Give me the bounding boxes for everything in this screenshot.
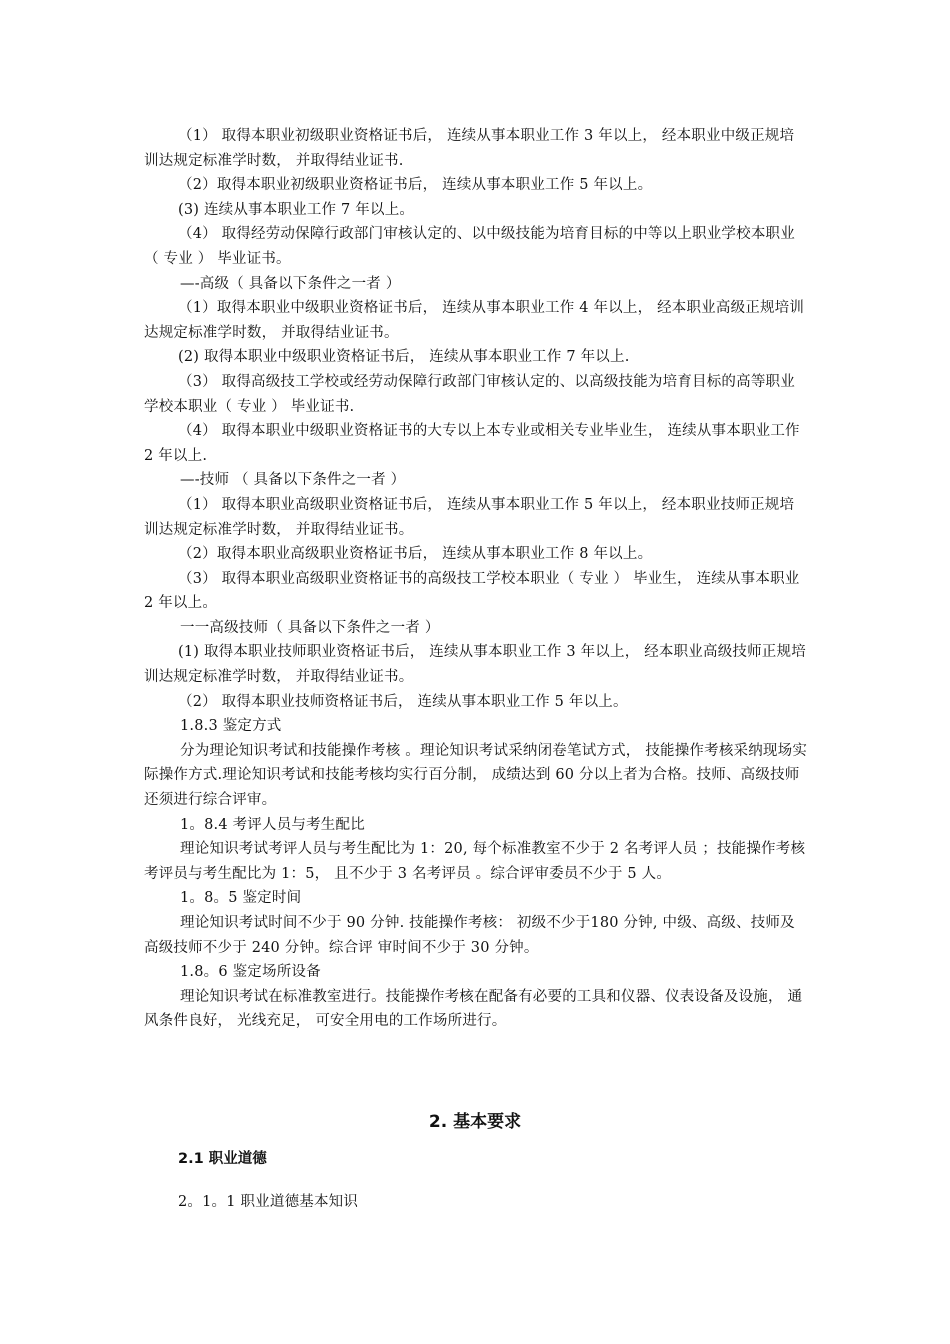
paragraph: （4） 取得本职业中级职业资格证书的大专以上本专业或相关专业毕业生， 连续从事本职业工作 2 年以上.: [144, 423, 805, 464]
paragraph: （2）取得本职业高级职业资格证书后， 连续从事本职业工作 8 年以上。: [178, 546, 653, 563]
paragraph: —-高级（ 具备以下条件之一者 ）: [180, 275, 401, 292]
paragraph: （3） 取得本职业高级职业资格证书的高级技工学校本职业（ 专业 ） 毕业生， 连续从事本职业 2 年以上。: [144, 570, 805, 612]
paragraph: 一一高级技师（ 具备以下条件之一者 ）: [180, 619, 440, 636]
paragraph: 1.8.3 鉴定方式: [180, 718, 282, 735]
paragraph: 理论知识考试在标准教室进行。技能操作考核在配备有必要的工具和仪器、仪表设备及设施， 通风条件良好， 光线充足， 可安全用电的工作场所进行。: [144, 988, 803, 1030]
paragraph: (1) 取得本职业技师职业资格证书后， 连续从事本职业工作 3 年以上， 经本职业高级技师正规培训达规定标准学时数， 并取得结业证书。: [144, 644, 806, 686]
paragraph: (3) 连续从事本职业工作 7 年以上。: [178, 201, 415, 218]
subsubsection-heading: 2。1。1 职业道德基本知识: [178, 1194, 359, 1210]
paragraph: （3） 取得高级技工学校或经劳动保障行政部门审核认定的、以高级技能为培育目标的高等职业学校本职业（ 专业 ） 毕业证书.: [144, 373, 795, 415]
paragraph: （1） 取得本职业高级职业资格证书后， 连续从事本职业工作 5 年以上， 经本职业技师正规培训达规定标准学时数， 并取得结业证书。: [144, 496, 795, 538]
section-heading: 2. 基本要求: [428, 1112, 522, 1132]
paragraph: 1.8。6 鉴定场所设备: [180, 964, 321, 981]
body-text: [144, 124, 808, 1034]
paragraph: （4） 取得经劳动保障行政部门审核认定的、以中级技能为培育目标的中等以上职业学校本职业 （ 专业 ） 毕业证书。: [144, 226, 800, 267]
paragraph: （2） 取得本职业技师资格证书后， 连续从事本职业工作 5 年以上。: [178, 693, 628, 710]
subsection-heading: 2.1 职业道德: [178, 1151, 267, 1167]
paragraph: (2) 取得本职业中级职业资格证书后， 连续从事本职业工作 7 年以上.: [178, 349, 630, 366]
paragraph: —-技师 （ 具备以下条件之一者 ）: [180, 472, 406, 489]
paragraph: （2）取得本职业初级职业资格证书后， 连续从事本职业工作 5 年以上。: [178, 177, 653, 194]
paragraph: 1。8.4 考评人员与考生配比: [180, 816, 365, 833]
paragraph: 理论知识考试考评人员与考生配比为 1：20, 每个标准教室不少于 2 名考评人员 ；技能操作考核考评员与考生配比为 1：5， 且不少于 3 名考评员 。综合评审委员不少于 5 人。: [144, 841, 806, 882]
paragraph: （1） 取得本职业初级职业资格证书后， 连续从事本职业工作 3 年以上， 经本职业中级正规培训达规定标准学时数， 并取得结业证书.: [144, 128, 795, 169]
paragraph: （1）取得本职业中级职业资格证书后， 连续从事本职业工作 4 年以上， 经本职业高级正规培训达规定标准学时数， 并取得结业证书。: [144, 300, 805, 341]
paragraph: 1。8。5 鉴定时间: [180, 890, 302, 907]
paragraph: 理论知识考试时间不少于 90 分钟. 技能操作考核： 初级不少于180 分钟, 中级、高级、技师及高级技师不少于 240 分钟。综合评 审时间不少于 30 分钟。: [144, 915, 795, 956]
paragraph: 分为理论知识考试和技能操作考核 。理论知识考试采纳闭卷笔试方式， 技能操作考核采纳现场实际操作方式.理论知识考试和技能考核均实行百分制， 成绩达到 60 分以上者为合格。技师、高级技师还须进行综合评审。: [144, 742, 808, 809]
